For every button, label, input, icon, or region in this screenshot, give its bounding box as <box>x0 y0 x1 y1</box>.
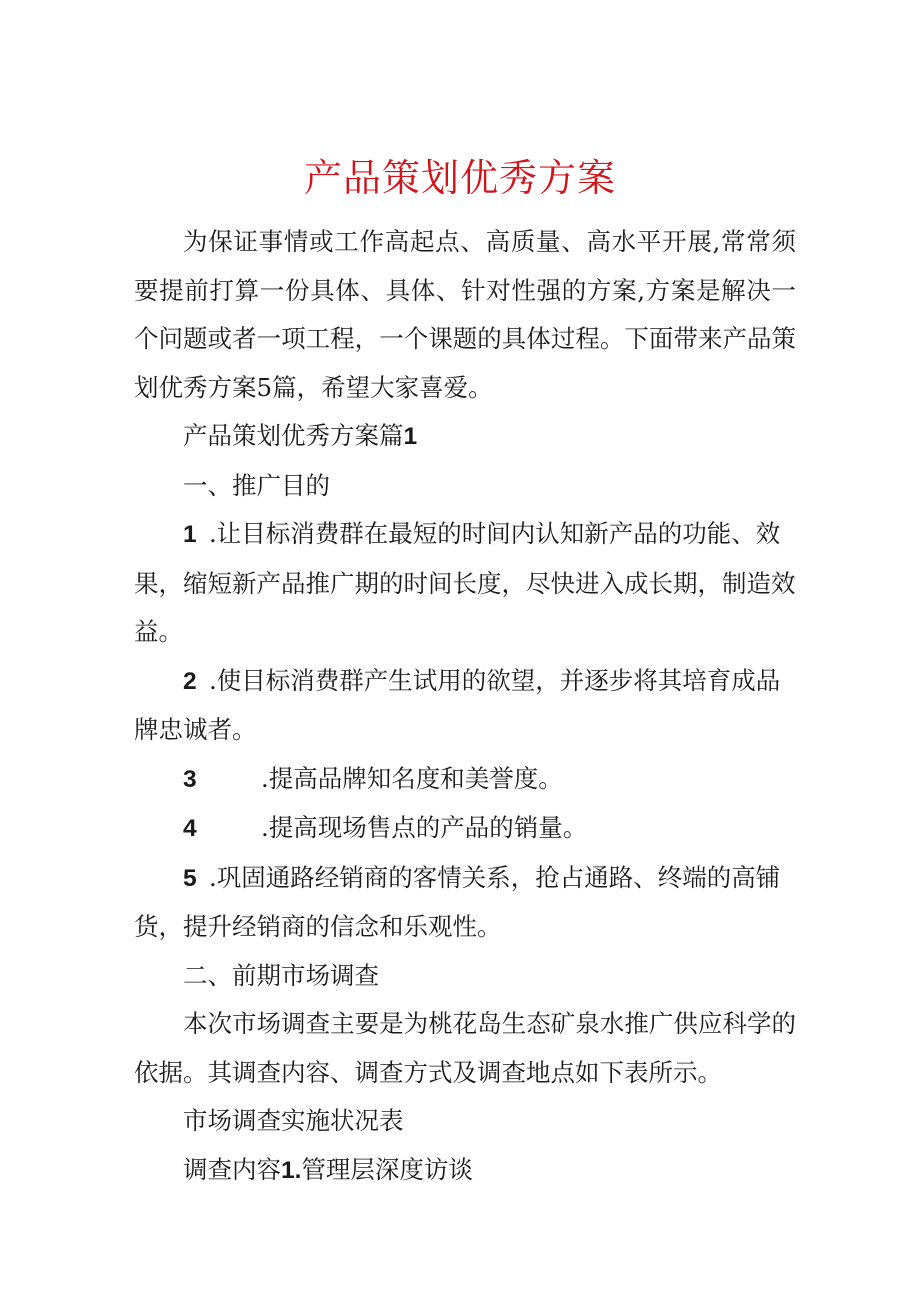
survey-content-label: 调查内容 <box>183 1154 281 1184</box>
list-item-text: .让目标消费群在最短的时间内认知新产品的功能、效果，缩短新产品推广期的时间长度，尽快进入成长期，制造效益。 <box>134 519 796 646</box>
list-item <box>134 755 796 805</box>
survey-content-line <box>134 1146 796 1196</box>
section-title <box>134 412 796 462</box>
list-item <box>134 804 796 854</box>
list-item <box>134 657 796 755</box>
list-item <box>134 854 796 952</box>
list-item <box>134 510 796 657</box>
survey-content-number: 1. <box>281 1156 302 1184</box>
list-item-number: 3 <box>183 765 197 793</box>
list-item-number: 1 <box>183 521 197 548</box>
market-research-paragraph: 本次市场调查主要是为桃花岛生态矿泉水推广供应科学的依据。其调查内容、调查方式及调查地点如下表所示。 <box>134 1009 796 1087</box>
list-item-number: 2 <box>183 667 197 695</box>
document-title: 产品策划优秀方案 <box>303 156 616 200</box>
heading-market-research: 二、前期市场调查 <box>183 960 379 990</box>
heading-promotion-goals: 一、推广目的 <box>183 470 330 500</box>
list-item-text: .巩固通路经销商的客情关系，抢占通路、终端的高铺货，提升经销商的信念和乐观性。 <box>134 862 781 941</box>
survey-content-text: 管理层深度访谈 <box>301 1154 473 1184</box>
list-item-text: .提高现场售点的产品的销量。 <box>261 813 588 842</box>
list-item-text: .使目标消费群产生试用的欲望，并逐步将其培育成品牌忠诚者。 <box>134 665 781 744</box>
document-body <box>134 218 796 1195</box>
list-item-number: 4 <box>183 815 197 842</box>
section-title-number: 1 <box>403 423 418 450</box>
list-item-text: .提高品牌知名度和美誉度。 <box>261 763 563 793</box>
section-title-text: 产品策划优秀方案篇 <box>183 421 404 450</box>
intro-paragraph: 为保证事情或工作高起点、高质量、高水平开展,常常须要提前打算一份具体、具体、针对性强的方案,方案是解决一个问题或者一项工程，一个课题的具体过程。下面带来产品策划优秀方案5篇，希望大家喜爱。 <box>134 227 796 402</box>
table-title: 市场调查实施状况表 <box>183 1106 404 1135</box>
list-item-number: 5 <box>183 864 197 892</box>
